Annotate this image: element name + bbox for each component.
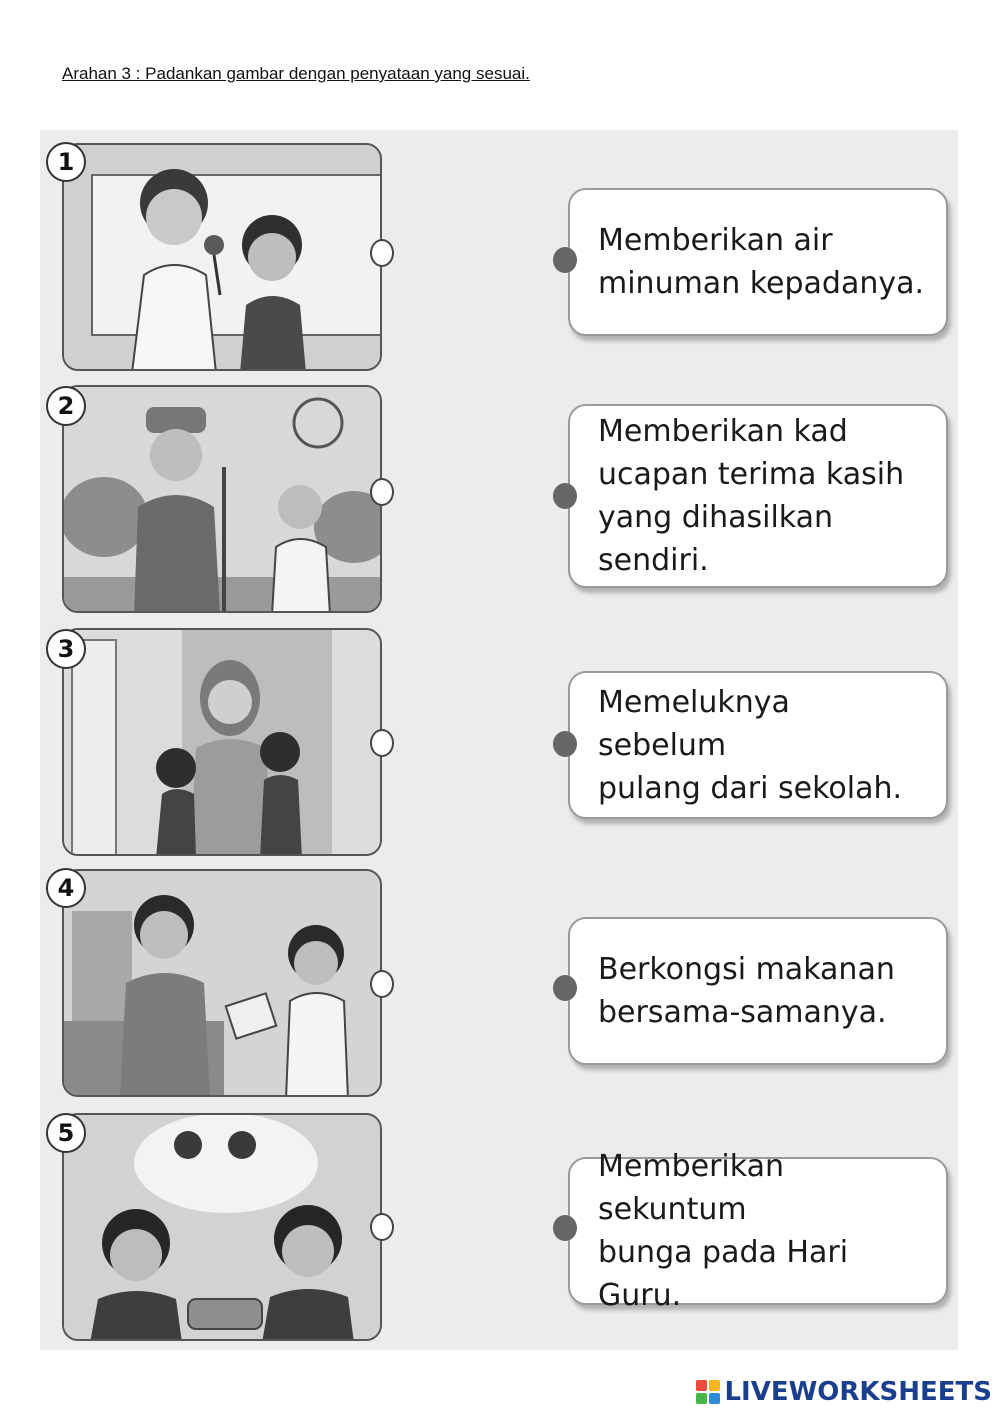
gardener-drink-illustration [64, 387, 382, 613]
statement-text-1: Memberikan air minuman kepadanya. [598, 223, 925, 301]
statement-1-connector[interactable] [553, 247, 577, 273]
statement-card-1 [568, 188, 948, 336]
statement-4-connector[interactable] [553, 975, 577, 1001]
instruction-text: Arahan 3 : Padankan gambar dengan penyataan yang sesuai. [62, 64, 530, 83]
logo-square-blue [709, 1393, 720, 1404]
picture-2 [62, 385, 382, 613]
card-teacher-illustration [64, 871, 382, 1097]
statement-card-5 [568, 1149, 948, 1313]
picture-number-4: 4 [46, 868, 86, 908]
picture-4-connector[interactable] [370, 970, 394, 998]
picture-number-5: 5 [46, 1113, 86, 1153]
brand-name: LIVEWORKSHEETS [724, 1377, 992, 1407]
picture-number-3: 3 [46, 629, 86, 669]
teacher-flower-illustration [64, 145, 382, 371]
picture-1 [62, 143, 382, 371]
statement-card-4 [568, 917, 948, 1065]
statement-3-connector[interactable] [553, 731, 577, 757]
statement-text-4: Berkongsi makanan bersama-samanya. [598, 952, 895, 1030]
statement-5-connector[interactable] [553, 1215, 577, 1241]
share-food-illustration [64, 1115, 382, 1341]
logo-square-green [696, 1393, 707, 1404]
statement-2-connector[interactable] [553, 483, 577, 509]
picture-2-connector[interactable] [370, 478, 394, 506]
picture-5 [62, 1113, 382, 1341]
picture-3-connector[interactable] [370, 729, 394, 757]
picture-number-1: 1 [46, 142, 86, 182]
statement-text-5: Memberikan sekuntum bunga pada Hari Guru. [598, 1149, 849, 1313]
statement-text-3: Memeluknya sebelum pulang dari sekolah. [598, 684, 903, 806]
picture-1-connector[interactable] [370, 239, 394, 267]
hug-teacher-illustration [64, 630, 382, 856]
picture-number-2: 2 [46, 386, 86, 426]
picture-3 [62, 628, 382, 856]
statement-card-2 [568, 404, 948, 588]
statement-text-2: Memberikan kad ucapan terima kasih yang dihasilkan sendiri. [598, 414, 905, 578]
liveworksheets-logo [696, 1377, 992, 1407]
logo-square-yellow [709, 1380, 720, 1391]
statement-card-3 [568, 671, 948, 819]
picture-4 [62, 869, 382, 1097]
picture-5-connector[interactable] [370, 1213, 394, 1241]
logo-square-red [696, 1380, 707, 1391]
liveworksheets-icon [696, 1380, 720, 1404]
